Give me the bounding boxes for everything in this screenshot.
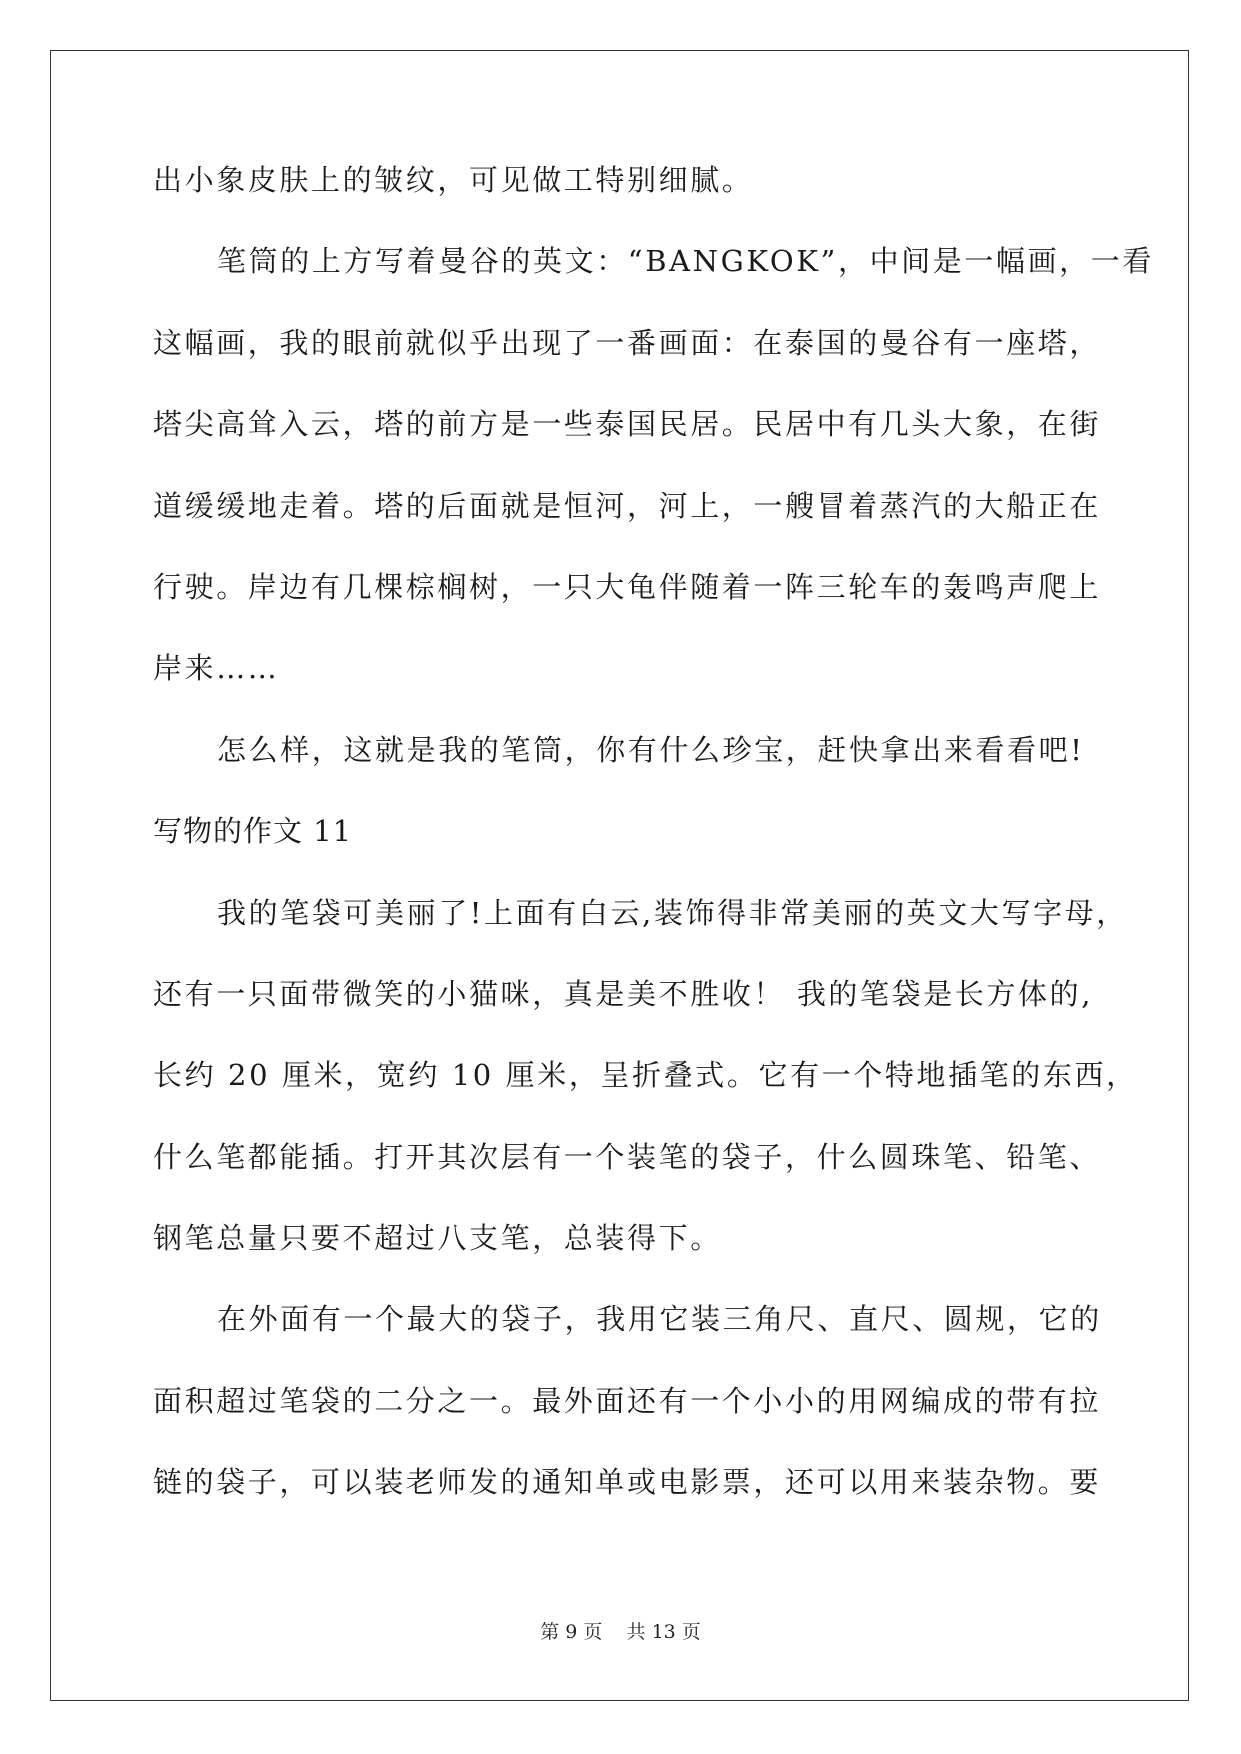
text-line-17: 链的袋子，可以装老师发的通知单或电影票，还可以用来装杂物。要 — [153, 1465, 1102, 1500]
text-line-3: 这幅画，我的眼前就似乎出现了一番画面：在泰国的曼谷有一座塔， — [153, 325, 1102, 360]
text-line-4: 塔尖高耸入云，塔的前方是一些泰国民居。民居中有几头大象，在街 — [153, 407, 1102, 442]
text-line-8: 怎么样，这就是我的笔筒，你有什么珍宝，赶快拿出来看看吧! — [217, 732, 1085, 767]
text-line-14: 钢笔总量只要不超过八支笔，总装得下。 — [153, 1221, 722, 1256]
text-line-15: 在外面有一个最大的袋子，我用它装三角尺、直尺、圆规，它的 — [217, 1302, 1102, 1337]
page-footer — [0, 1617, 1241, 1644]
text-line-16: 面积超过笔袋的二分之一。最外面还有一个小小的用网编成的带有拉 — [153, 1383, 1102, 1418]
text-line-12: 长约 20 厘米，宽约 10 厘米，呈折叠式。它有一个特地插笔的东西， — [153, 1058, 1138, 1093]
text-line-7: 岸来…… — [153, 651, 280, 686]
text-line-11: 还有一只面带微笑的小猫咪，真是美不胜收！ 我的笔袋是长方体的, — [153, 976, 1094, 1011]
text-line-13: 什么笔都能插。打开其次层有一个装笔的袋子，什么圆珠笔、铅笔、 — [153, 1139, 1102, 1174]
text-line-10: 我的笔袋可美丽了!上面有白云,装饰得非常美丽的英文大写字母， — [217, 895, 1128, 930]
text-line-1: 出小象皮肤上的皱纹，可见做工特别细腻。 — [153, 163, 754, 197]
page-number: 第 9 页 共 13 页 — [540, 1621, 701, 1643]
text-line-6: 行驶。岸边有几棵棕榈树，一只大龟伴随着一阵三轮车的轰鸣声爬上 — [153, 569, 1102, 604]
text-line-5: 道缓缓地走着。塔的后面就是恒河，河上，一艘冒着蒸汽的大船正在 — [153, 488, 1102, 523]
document-body — [153, 160, 1154, 1544]
section-heading: 写物的作文 11 — [153, 814, 353, 849]
text-line-2: 笔筒的上方写着曼谷的英文：“BANGKOK”，中间是一幅画，一看 — [217, 244, 1154, 279]
